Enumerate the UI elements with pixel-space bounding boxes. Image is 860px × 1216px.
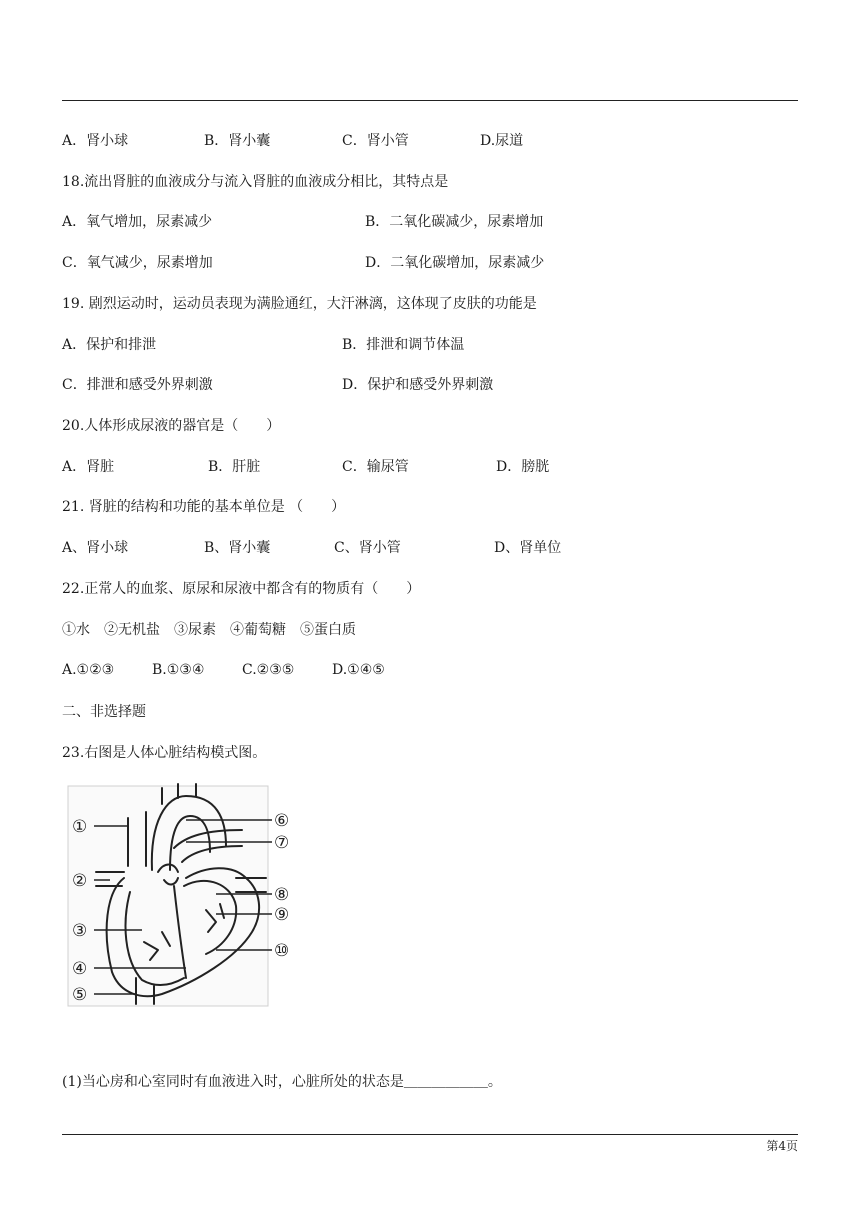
q22-option-b: B.①③④ <box>152 662 205 678</box>
q22-option-a: A.①②③ <box>62 662 115 678</box>
q18-option-c: C．氧气减少，尿素增加 <box>62 255 213 271</box>
diagram-label-3: ③ <box>72 921 88 941</box>
q18-option-d: D．二氧化碳增加，尿素减少 <box>365 255 545 271</box>
header-rule <box>62 100 798 101</box>
q21-option-d: D、肾单位 <box>494 540 562 556</box>
q22-items: ①水 ②无机盐 ③尿素 ④葡萄糖 ⑤蛋白质 <box>62 622 356 638</box>
q19-option-b: B．排泄和调节体温 <box>342 337 465 353</box>
q20-option-c: C．输尿管 <box>342 459 409 475</box>
q21-stem: 21. 肾脏的结构和功能的基本单位是 （ ） <box>62 499 346 515</box>
q20-option-b: B．肝脏 <box>208 459 261 475</box>
q19-option-c: C．排泄和感受外界刺激 <box>62 377 213 393</box>
q18-option-b: B．二氧化碳减少，尿素增加 <box>365 214 544 230</box>
diagram-label-9: ⑨ <box>274 905 290 925</box>
q23-stem: 23.右图是人体心脏结构模式图。 <box>62 745 267 761</box>
diagram-label-1: ① <box>72 817 88 837</box>
q17-option-c: C．肾小管 <box>342 133 409 149</box>
diagram-label-2: ② <box>72 871 88 891</box>
heart-diagram <box>66 782 306 1018</box>
q21-option-c: C、肾小管 <box>334 540 401 556</box>
q22-stem: 22.正常人的血浆、原尿和尿液中都含有的物质有（ ） <box>62 581 421 597</box>
diagram-label-5: ⑤ <box>72 985 88 1005</box>
q22-option-c: C.②③⑤ <box>242 662 295 678</box>
q19-option-a: A．保护和排泄 <box>62 337 157 353</box>
diagram-label-7: ⑦ <box>274 833 290 853</box>
q20-stem: 20.人体形成尿液的器官是（ ） <box>62 418 281 434</box>
diagram-label-8: ⑧ <box>274 885 290 905</box>
q17-option-b: B．肾小囊 <box>204 133 271 149</box>
q19-stem: 19. 剧烈运动时，运动员表现为满脸通红，大汗淋漓，这体现了皮肤的功能是 <box>62 296 537 312</box>
diagram-label-6: ⑥ <box>274 811 290 831</box>
diagram-label-4: ④ <box>72 959 88 979</box>
diagram-frame <box>68 786 268 1006</box>
heart-diagram-svg <box>66 782 306 1018</box>
q22-option-d: D.①④⑤ <box>332 662 385 678</box>
q20-option-a: A．肾脏 <box>62 459 115 475</box>
q17-option-d: D.尿道 <box>480 133 524 149</box>
q21-option-b: B、肾小囊 <box>204 540 271 556</box>
q18-stem: 18.流出肾脏的血液成分与流入肾脏的血液成分相比，其特点是 <box>62 174 449 190</box>
q17-option-a: A．肾小球 <box>62 133 129 149</box>
q18-option-a: A．氧气增加，尿素减少 <box>62 214 213 230</box>
q21-option-a: A、肾小球 <box>62 540 129 556</box>
diagram-label-10: ⑩ <box>274 941 290 961</box>
q20-option-d: D．膀胱 <box>496 459 550 475</box>
footer-rule <box>62 1134 798 1135</box>
q23-sub1: (1)当心房和心室同时有血液进入时，心脏所处的状态是＿＿＿＿＿＿。 <box>62 1074 502 1090</box>
section-heading: 二、非选择题 <box>62 704 146 720</box>
q19-option-d: D．保护和感受外界刺激 <box>342 377 494 393</box>
page-number: 第4页 <box>766 1139 798 1153</box>
